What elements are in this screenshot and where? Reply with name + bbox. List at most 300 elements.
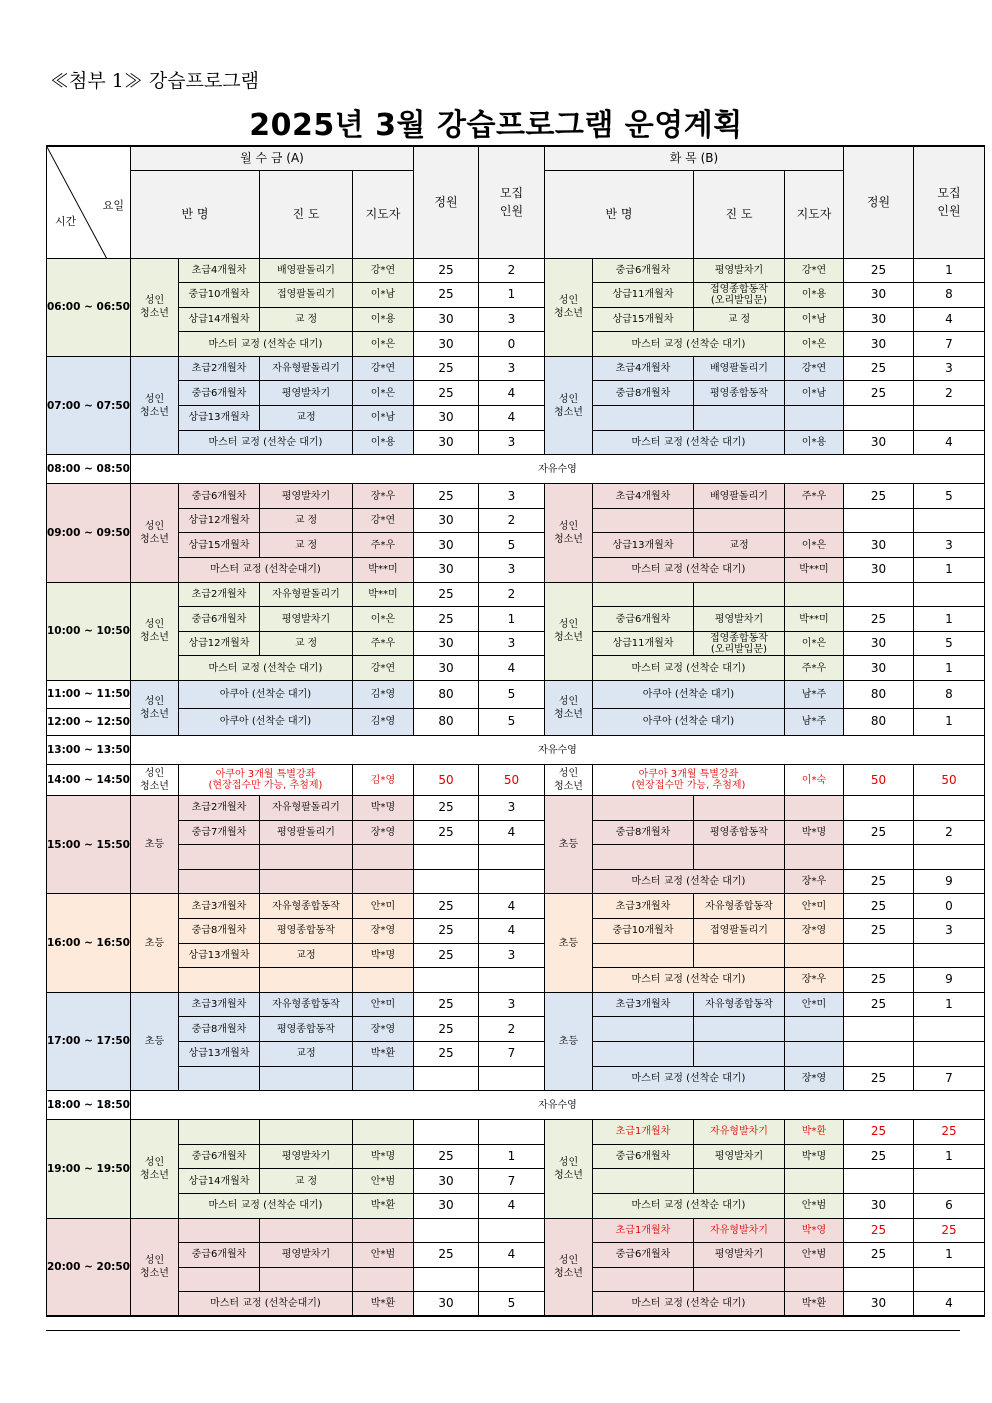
instructor-a — [352, 1267, 413, 1292]
class-name-a — [178, 1218, 259, 1243]
table-row — [47, 820, 985, 845]
class-name-b — [592, 1041, 693, 1066]
class-name-a: 마스터 교정 (선착순대기) — [178, 1292, 352, 1317]
class-name-b: 마스터 교정 (선착순 대기) — [592, 1193, 784, 1218]
class-name-a: 마스터 교정 (선착순 대기) — [178, 1193, 352, 1218]
progress-a: 자유형종합동작 — [259, 992, 352, 1017]
class-name-b: 마스터 교정 (선착순 대기) — [592, 332, 784, 357]
progress-a: 교정 — [259, 1041, 352, 1066]
instructor-a: 박*환 — [352, 1292, 413, 1317]
capacity-b — [843, 943, 913, 968]
recruit-b — [913, 1169, 984, 1194]
progress-a: 평영발차기 — [259, 1144, 352, 1169]
instructor-b — [784, 1041, 843, 1066]
corner-day-label: 요일 — [102, 199, 124, 212]
table-row — [47, 1169, 985, 1194]
instructor-b — [784, 1017, 843, 1042]
class-header-a: 반 명 — [130, 170, 259, 258]
recruit-b: 8 — [913, 283, 984, 308]
progress-a — [259, 1066, 352, 1091]
progress-b — [693, 1169, 784, 1194]
recruit-a: 4 — [478, 406, 544, 431]
class-name-b: 중급8개월차 — [592, 381, 693, 406]
capacity-b — [843, 508, 913, 533]
instructor-b: 이*남 — [784, 381, 843, 406]
capacity-b: 30 — [843, 558, 913, 583]
recruit-a — [478, 1066, 544, 1091]
table-row — [47, 258, 985, 283]
capacity-b: 25 — [843, 1066, 913, 1091]
progress-b: 자유형발차기 — [693, 1120, 784, 1145]
recruit-b — [913, 1041, 984, 1066]
corner-header-cell — [47, 146, 131, 258]
time-slot: 19:00 ~ 19:50 — [47, 1120, 131, 1218]
free-swim-row — [47, 1091, 985, 1120]
instructor-a: 안*범 — [352, 1243, 413, 1268]
recruit-b: 1 — [913, 607, 984, 632]
instructor-b: 이*용 — [784, 430, 843, 455]
class-name-b — [592, 582, 693, 607]
capacity-a — [413, 1267, 478, 1292]
class-name-a: 상급13개월차 — [178, 943, 259, 968]
progress-a: 평영발차기 — [259, 381, 352, 406]
instructor-b: 안*범 — [784, 1193, 843, 1218]
instructor-b: 주*우 — [784, 484, 843, 509]
recruit-b: 1 — [913, 1243, 984, 1268]
capacity-b: 25 — [843, 918, 913, 943]
recruit-b — [913, 845, 984, 870]
instructor-b — [784, 943, 843, 968]
recruit-a: 4 — [478, 381, 544, 406]
progress-a: 교 정 — [259, 1169, 352, 1194]
group-label-b: 초등 — [544, 796, 592, 894]
capacity-a: 80 — [413, 681, 478, 709]
recruit-header-a: 모집 인원 — [478, 146, 544, 258]
capacity-b: 30 — [843, 307, 913, 332]
recruit-a — [478, 1120, 544, 1145]
table-row — [47, 796, 985, 821]
capacity-b: 25 — [843, 607, 913, 632]
instructor-b: 안*미 — [784, 992, 843, 1017]
time-slot: 07:00 ~ 07:50 — [47, 356, 131, 454]
instructor-b — [784, 406, 843, 431]
recruit-a: 4 — [478, 656, 544, 681]
class-name-a: 초급4개월차 — [178, 258, 259, 283]
group-label-b: 성인 청소년 — [544, 258, 592, 356]
instructor-b: 박*환 — [784, 1120, 843, 1145]
recruit-a: 5 — [478, 708, 544, 736]
group-label-b: 성인 청소년 — [544, 681, 592, 736]
capacity-a: 25 — [413, 1144, 478, 1169]
recruit-b: 1 — [913, 708, 984, 736]
capacity-a: 25 — [413, 381, 478, 406]
capacity-a: 30 — [413, 656, 478, 681]
class-name-b: 상급15개월차 — [592, 307, 693, 332]
class-name-b: 상급13개월차 — [592, 533, 693, 558]
recruit-a: 1 — [478, 1144, 544, 1169]
table-row — [47, 508, 985, 533]
progress-a: 자유형종합동작 — [259, 894, 352, 919]
time-slot: 15:00 ~ 15:50 — [47, 796, 131, 894]
instructor-a: 이*은 — [352, 332, 413, 357]
instructor-b: 안*범 — [784, 1243, 843, 1268]
group-label-a: 성인 청소년 — [130, 356, 178, 454]
class-name-b: 중급6개월차 — [592, 1243, 693, 1268]
group-label-a: 성인 청소년 — [130, 1218, 178, 1316]
group-b-header: 화 목 (B) — [544, 146, 843, 170]
instructor-a: 이*남 — [352, 406, 413, 431]
recruit-b: 1 — [913, 656, 984, 681]
progress-a: 교 정 — [259, 508, 352, 533]
class-name-a: 초급2개월차 — [178, 356, 259, 381]
class-name-b: 마스터 교정 (선착순 대기) — [592, 558, 784, 583]
table-row — [47, 1267, 985, 1292]
progress-b: 교 정 — [693, 307, 784, 332]
recruit-a: 0 — [478, 332, 544, 357]
capacity-b — [843, 1041, 913, 1066]
instructor-b: 남*주 — [784, 708, 843, 736]
instructor-b: 박*명 — [784, 1144, 843, 1169]
recruit-b: 50 — [913, 765, 984, 796]
class-name-a: 초급3개월차 — [178, 894, 259, 919]
table-row — [47, 992, 985, 1017]
progress-header-b: 진 도 — [693, 170, 784, 258]
capacity-a: 30 — [413, 1169, 478, 1194]
instructor-b: 박**미 — [784, 558, 843, 583]
capacity-b — [843, 1169, 913, 1194]
recruit-b — [913, 1267, 984, 1292]
instructor-a: 장*영 — [352, 918, 413, 943]
capacity-b: 25 — [843, 1144, 913, 1169]
time-slot: 14:00 ~ 14:50 — [47, 765, 131, 796]
progress-b: 배영팔돌리기 — [693, 484, 784, 509]
class-name-b: 중급8개월차 — [592, 820, 693, 845]
recruit-a: 4 — [478, 894, 544, 919]
recruit-b: 4 — [913, 307, 984, 332]
instructor-a — [352, 1066, 413, 1091]
class-name-b — [592, 1267, 693, 1292]
class-name-a: 상급13개월차 — [178, 406, 259, 431]
table-row — [47, 607, 985, 632]
progress-b — [693, 406, 784, 431]
capacity-a: 30 — [413, 430, 478, 455]
capacity-a: 25 — [413, 1041, 478, 1066]
recruit-b: 1 — [913, 558, 984, 583]
attachment-label: ≪첨부 1≫ 강습프로그램 — [50, 70, 259, 92]
progress-a: 자유형팔돌리기 — [259, 356, 352, 381]
time-slot: 16:00 ~ 16:50 — [47, 894, 131, 992]
recruit-b: 7 — [913, 1066, 984, 1091]
recruit-a: 2 — [478, 508, 544, 533]
capacity-b: 30 — [843, 283, 913, 308]
capacity-b: 80 — [843, 681, 913, 709]
free-swim-label: 자유수영 — [130, 736, 984, 765]
class-name-a: 상급14개월차 — [178, 307, 259, 332]
progress-a — [259, 1267, 352, 1292]
progress-b — [693, 582, 784, 607]
capacity-b: 30 — [843, 1292, 913, 1317]
free-swim-row — [47, 736, 985, 765]
group-label-b: 초등 — [544, 992, 592, 1090]
capacity-a: 30 — [413, 558, 478, 583]
instructor-b — [784, 508, 843, 533]
instructor-b: 이*남 — [784, 307, 843, 332]
table-row — [47, 307, 985, 332]
class-name-b — [592, 796, 693, 821]
time-slot: 12:00 ~ 12:50 — [47, 708, 131, 736]
table-row — [47, 558, 985, 583]
progress-a: 교정 — [259, 406, 352, 431]
table-row — [47, 1218, 985, 1243]
capacity-b — [843, 582, 913, 607]
capacity-a: 25 — [413, 894, 478, 919]
instructor-a: 이*용 — [352, 430, 413, 455]
class-name-b: 마스터 교정 (선착순 대기) — [592, 1066, 784, 1091]
recruit-b — [913, 508, 984, 533]
capacity-a: 25 — [413, 1243, 478, 1268]
instructor-a: 장*영 — [352, 1017, 413, 1042]
capacity-b — [843, 796, 913, 821]
recruit-a: 2 — [478, 582, 544, 607]
class-name-b — [592, 508, 693, 533]
recruit-b: 6 — [913, 1193, 984, 1218]
capacity-a — [413, 845, 478, 870]
class-name-a: 중급6개월차 — [178, 607, 259, 632]
class-name-a: 마스터 교정 (선착순 대기) — [178, 332, 352, 357]
progress-a: 평영발차기 — [259, 607, 352, 632]
class-name-a — [178, 968, 259, 993]
group-label-b: 성인 청소년 — [544, 582, 592, 680]
recruit-b: 4 — [913, 1292, 984, 1317]
progress-b — [693, 796, 784, 821]
capacity-a: 30 — [413, 332, 478, 357]
class-name-a: 초급3개월차 — [178, 992, 259, 1017]
class-name-a: 상급12개월차 — [178, 631, 259, 656]
capacity-b: 25 — [843, 484, 913, 509]
progress-a — [259, 845, 352, 870]
table-row — [47, 1193, 985, 1218]
instructor-a: 박**미 — [352, 582, 413, 607]
recruit-b: 0 — [913, 894, 984, 919]
progress-a: 자유형팔돌리기 — [259, 796, 352, 821]
instructor-a: 이*은 — [352, 381, 413, 406]
class-name-a: 중급10개월차 — [178, 283, 259, 308]
progress-b: 접영종합동작 (오리발입문) — [693, 283, 784, 308]
group-label-a: 성인 청소년 — [130, 582, 178, 680]
recruit-b — [913, 796, 984, 821]
capacity-b: 25 — [843, 894, 913, 919]
capacity-a: 25 — [413, 582, 478, 607]
group-label-a: 성인 청소년 — [130, 484, 178, 582]
capacity-a: 25 — [413, 820, 478, 845]
class-name-b: 초급1개월차 — [592, 1120, 693, 1145]
instructor-b: 박*영 — [784, 1218, 843, 1243]
time-slot: 13:00 ~ 13:50 — [47, 736, 131, 765]
capacity-b — [843, 1017, 913, 1042]
instructor-a: 주*우 — [352, 533, 413, 558]
recruit-a: 3 — [478, 356, 544, 381]
recruit-b: 25 — [913, 1120, 984, 1145]
group-label-b: 성인 청소년 — [544, 484, 592, 582]
class-name-b — [592, 845, 693, 870]
recruit-a: 3 — [478, 992, 544, 1017]
capacity-b: 25 — [843, 992, 913, 1017]
table-bottom-rule — [46, 1330, 960, 1331]
class-name-b: 중급6개월차 — [592, 607, 693, 632]
progress-b — [693, 508, 784, 533]
class-name-b: 마스터 교정 (선착순 대기) — [592, 968, 784, 993]
recruit-a — [478, 1218, 544, 1243]
capacity-b: 25 — [843, 1243, 913, 1268]
class-header-b: 반 명 — [544, 170, 693, 258]
instructor-a — [352, 869, 413, 894]
instructor-a: 이*남 — [352, 283, 413, 308]
table-row — [47, 681, 985, 709]
progress-b: 자유형종합동작 — [693, 894, 784, 919]
class-name-b: 아쿠아 (선착순 대기) — [592, 708, 784, 736]
progress-a: 평영종합동작 — [259, 1017, 352, 1042]
instructor-a: 안*범 — [352, 1169, 413, 1194]
capacity-a: 30 — [413, 631, 478, 656]
progress-a: 교 정 — [259, 307, 352, 332]
capacity-b: 25 — [843, 869, 913, 894]
instructor-a: 안*미 — [352, 992, 413, 1017]
time-slot: 06:00 ~ 06:50 — [47, 258, 131, 356]
table-row — [47, 1017, 985, 1042]
table-row — [47, 845, 985, 870]
instructor-b — [784, 1267, 843, 1292]
progress-b: 평영발차기 — [693, 1243, 784, 1268]
capacity-a — [413, 869, 478, 894]
progress-a: 교정 — [259, 943, 352, 968]
instructor-a: 장*우 — [352, 484, 413, 509]
recruit-b: 2 — [913, 381, 984, 406]
progress-a: 자유형팔돌리기 — [259, 582, 352, 607]
recruit-a: 3 — [478, 430, 544, 455]
instructor-a: 김*영 — [352, 765, 413, 796]
time-slot: 20:00 ~ 20:50 — [47, 1218, 131, 1316]
progress-b: 배영팔돌리기 — [693, 356, 784, 381]
class-name-a: 아쿠아 (선착순 대기) — [178, 681, 352, 709]
capacity-b: 25 — [843, 356, 913, 381]
group-label-a: 초등 — [130, 992, 178, 1090]
instructor-a: 안*미 — [352, 894, 413, 919]
class-name-a — [178, 1066, 259, 1091]
instructor-a — [352, 968, 413, 993]
table-row — [47, 869, 985, 894]
capacity-a: 25 — [413, 918, 478, 943]
recruit-a: 5 — [478, 1292, 544, 1317]
group-label-b: 초등 — [544, 894, 592, 992]
progress-header-a: 진 도 — [259, 170, 352, 258]
instructor-b — [784, 582, 843, 607]
instructor-a — [352, 1218, 413, 1243]
free-swim-label: 자유수영 — [130, 455, 984, 484]
recruit-b: 1 — [913, 1144, 984, 1169]
progress-b — [693, 1017, 784, 1042]
time-slot: 11:00 ~ 11:50 — [47, 681, 131, 709]
table-row — [47, 943, 985, 968]
capacity-a — [413, 1066, 478, 1091]
page-title: 2025년 3월 강습프로그램 운영계획 — [249, 108, 743, 143]
progress-a: 평영발차기 — [259, 1243, 352, 1268]
recruit-a — [478, 1267, 544, 1292]
table-row — [47, 332, 985, 357]
capacity-a: 25 — [413, 484, 478, 509]
group-label-a: 초등 — [130, 796, 178, 894]
capacity-b: 30 — [843, 656, 913, 681]
instructor-a: 박*환 — [352, 1193, 413, 1218]
capacity-a: 30 — [413, 406, 478, 431]
recruit-b: 2 — [913, 820, 984, 845]
capacity-b — [843, 406, 913, 431]
recruit-b — [913, 582, 984, 607]
capacity-a — [413, 1120, 478, 1145]
capacity-a: 25 — [413, 943, 478, 968]
recruit-a — [478, 869, 544, 894]
progress-a: 배영팔돌리기 — [259, 258, 352, 283]
class-name-a — [178, 1267, 259, 1292]
class-name-a: 중급6개월차 — [178, 1144, 259, 1169]
class-name-a: 초급2개월차 — [178, 796, 259, 821]
progress-b: 평영발차기 — [693, 607, 784, 632]
class-name-b — [592, 1017, 693, 1042]
class-name-b: 중급10개월차 — [592, 918, 693, 943]
class-name-b: 마스터 교정 (선착순 대기) — [592, 1292, 784, 1317]
progress-a: 평영발차기 — [259, 484, 352, 509]
table-row — [47, 533, 985, 558]
class-name-a: 중급6개월차 — [178, 1243, 259, 1268]
recruit-a: 3 — [478, 631, 544, 656]
progress-b — [693, 845, 784, 870]
capacity-a: 30 — [413, 533, 478, 558]
recruit-a: 3 — [478, 307, 544, 332]
table-row — [47, 381, 985, 406]
group-label-a: 성인 청소년 — [130, 681, 178, 736]
instructor-a: 강*연 — [352, 656, 413, 681]
instructor-a: 박**미 — [352, 558, 413, 583]
capacity-b: 30 — [843, 631, 913, 656]
recruit-b: 3 — [913, 356, 984, 381]
recruit-a: 4 — [478, 820, 544, 845]
progress-a: 접영팔돌리기 — [259, 283, 352, 308]
progress-b: 접영팔돌리기 — [693, 918, 784, 943]
table-row — [47, 484, 985, 509]
progress-a: 평영종합동작 — [259, 918, 352, 943]
free-swim-row — [47, 455, 985, 484]
table-row — [47, 1066, 985, 1091]
time-slot: 18:00 ~ 18:50 — [47, 1091, 131, 1120]
capacity-b: 25 — [843, 968, 913, 993]
recruit-b: 7 — [913, 332, 984, 357]
capacity-a: 25 — [413, 607, 478, 632]
capacity-b: 30 — [843, 533, 913, 558]
progress-b: 평영종합동작 — [693, 381, 784, 406]
capacity-b: 30 — [843, 1193, 913, 1218]
instructor-a: 박*환 — [352, 1041, 413, 1066]
class-name-a: 중급7개월차 — [178, 820, 259, 845]
class-name-b: 아쿠아 (선착순 대기) — [592, 681, 784, 709]
instructor-a — [352, 1120, 413, 1145]
capacity-b: 25 — [843, 1218, 913, 1243]
instructor-b: 이*숙 — [784, 765, 843, 796]
table-row — [47, 708, 985, 736]
instructor-b: 남*주 — [784, 681, 843, 709]
instructor-a: 이*은 — [352, 607, 413, 632]
table-row — [47, 430, 985, 455]
recruit-a: 3 — [478, 484, 544, 509]
capacity-b: 25 — [843, 1120, 913, 1145]
